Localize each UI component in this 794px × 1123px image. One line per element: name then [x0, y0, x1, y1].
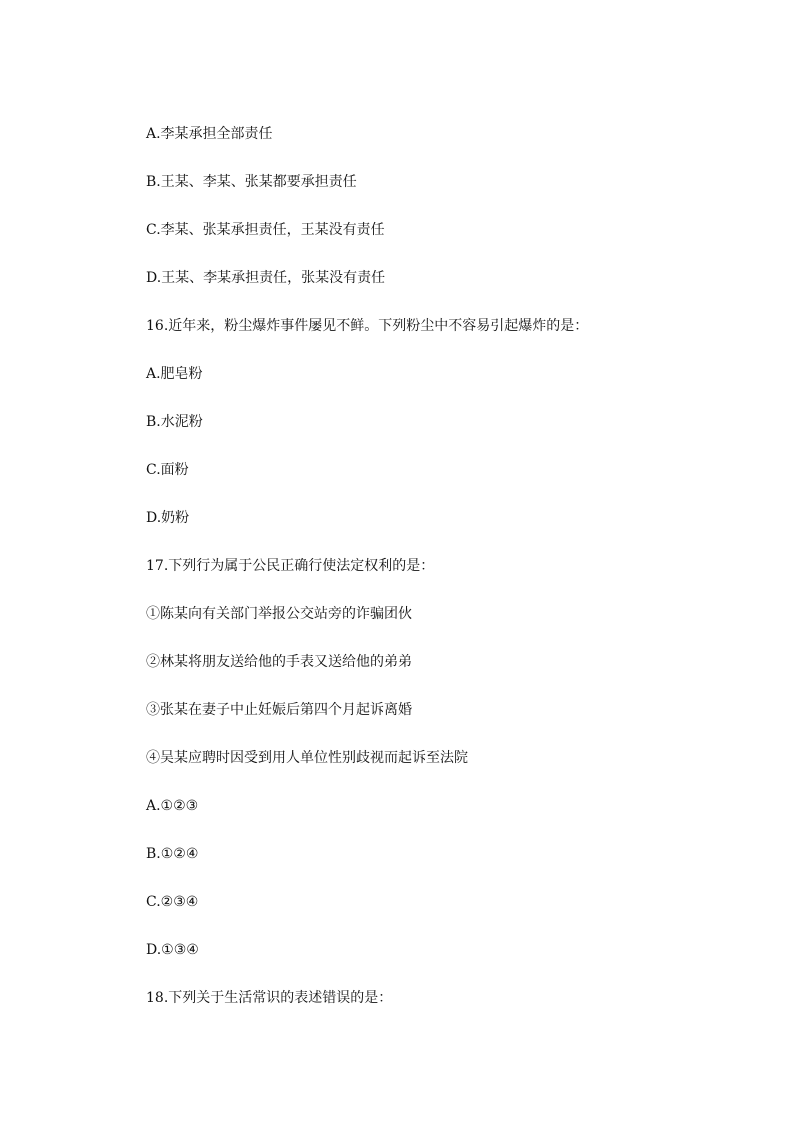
option-text: A.李某承担全部责任	[146, 126, 273, 142]
option-text: B.水泥粉	[146, 414, 203, 430]
option-text: A.①②③	[146, 798, 199, 814]
option-text: C.李某、张某承担责任，王某没有责任	[146, 222, 385, 238]
statement-text: ①陈某向有关部门举报公交站旁的诈骗团伙	[146, 606, 412, 622]
option-text: C.面粉	[146, 462, 189, 478]
statement-text: ②林某将朋友送给他的手表又送给他的弟弟	[146, 654, 412, 670]
question-17-text: 17.下列行为属于公民正确行使法定权利的是：	[146, 558, 435, 574]
option-text: B.①②④	[146, 846, 199, 862]
statement-text: ③张某在妻子中止妊娠后第四个月起诉离婚	[146, 702, 412, 718]
statement-text: ④吴某应聘时因受到用人单位性别歧视而起诉至法院	[146, 750, 468, 766]
option-text: C.②③④	[146, 894, 199, 910]
option-text: D.王某、李某承担责任，张某没有责任	[146, 270, 386, 286]
option-text: A.肥皂粉	[146, 366, 203, 382]
option-text: D.①③④	[146, 942, 199, 958]
option-text: D.奶粉	[146, 510, 190, 526]
question-18-text: 18.下列关于生活常识的表述错误的是：	[146, 990, 393, 1006]
option-text: B.王某、李某、张某都要承担责任	[146, 174, 357, 190]
document-body	[146, 124, 706, 1036]
question-16-text: 16.近年来，粉尘爆炸事件屡见不鲜。下列粉尘中不容易引起爆炸的是：	[146, 318, 589, 334]
